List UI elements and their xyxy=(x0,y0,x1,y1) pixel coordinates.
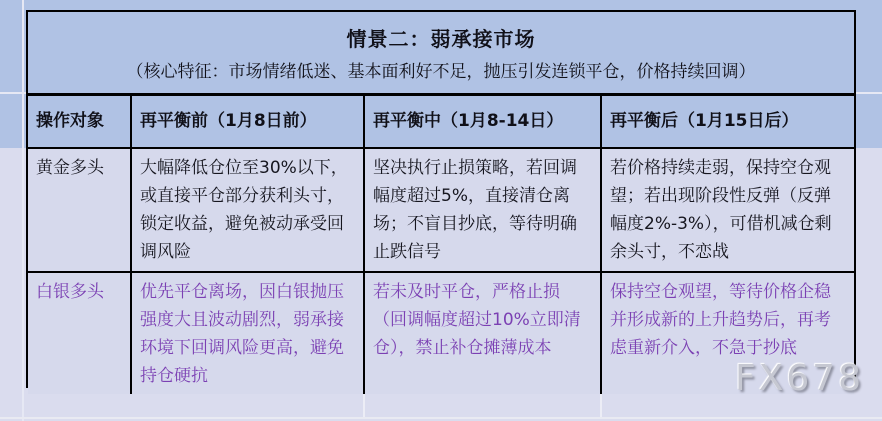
sheet-gridline-vertical-left xyxy=(22,0,24,421)
table-grid xyxy=(28,96,854,394)
silver-during-rebalance-cell: 若未及时平仓，严格止损（回调幅度超过10%立即清仓），禁止补仓摊薄成本 xyxy=(365,273,602,394)
gold-after-rebalance-cell: 若价格持续走弱，保持空仓观望；若出现阶段性反弹（反弹幅度2%-3%），可借机减仓剩余头寸，不恋战 xyxy=(602,149,854,273)
gold-before-rebalance-cell: 大幅降低仓位至30%以下，或直接平仓部分获利头寸，锁定收益，避免被动承受回调风险 xyxy=(132,149,365,273)
silver-before-rebalance-cell: 优先平仓离场，因白银抛压强度大且波动剧烈，弱承接环境下回调风险更高，避免持仓硬抗 xyxy=(132,273,365,394)
row-label-gold-longs: 黄金多头 xyxy=(28,149,132,273)
table-subtitle: （核心特征：市场情绪低迷、基本面利好不足，抛压引发连锁平仓，价格持续回调） xyxy=(126,62,756,82)
column-header-before-rebalance: 再平衡前（1月8日前） xyxy=(132,96,365,149)
silver-after-rebalance-cell: 保持空仓观望，等待价格企稳并形成新的上升趋势后，再考虑重新介入，不急于抄底 xyxy=(602,273,854,394)
table-title-block xyxy=(28,12,854,96)
sheet-gridline-horizontal-bottom xyxy=(0,417,882,419)
column-header-after-rebalance: 再平衡后（1月15日后） xyxy=(602,96,854,149)
row-label-silver-longs: 白银多头 xyxy=(28,273,132,394)
gold-during-rebalance-cell: 坚决执行止损策略，若回调幅度超过5%，直接清仓离场；不盲目抄底，等待明确止跌信号 xyxy=(365,149,602,273)
scenario-table xyxy=(26,10,856,388)
table-title: 情景二：弱承接市场 xyxy=(346,27,536,51)
column-header-during-rebalance: 再平衡中（1月8-14日） xyxy=(365,96,602,149)
fx678-watermark: FX678 xyxy=(735,358,865,399)
column-header-operation-target: 操作对象 xyxy=(28,96,132,149)
